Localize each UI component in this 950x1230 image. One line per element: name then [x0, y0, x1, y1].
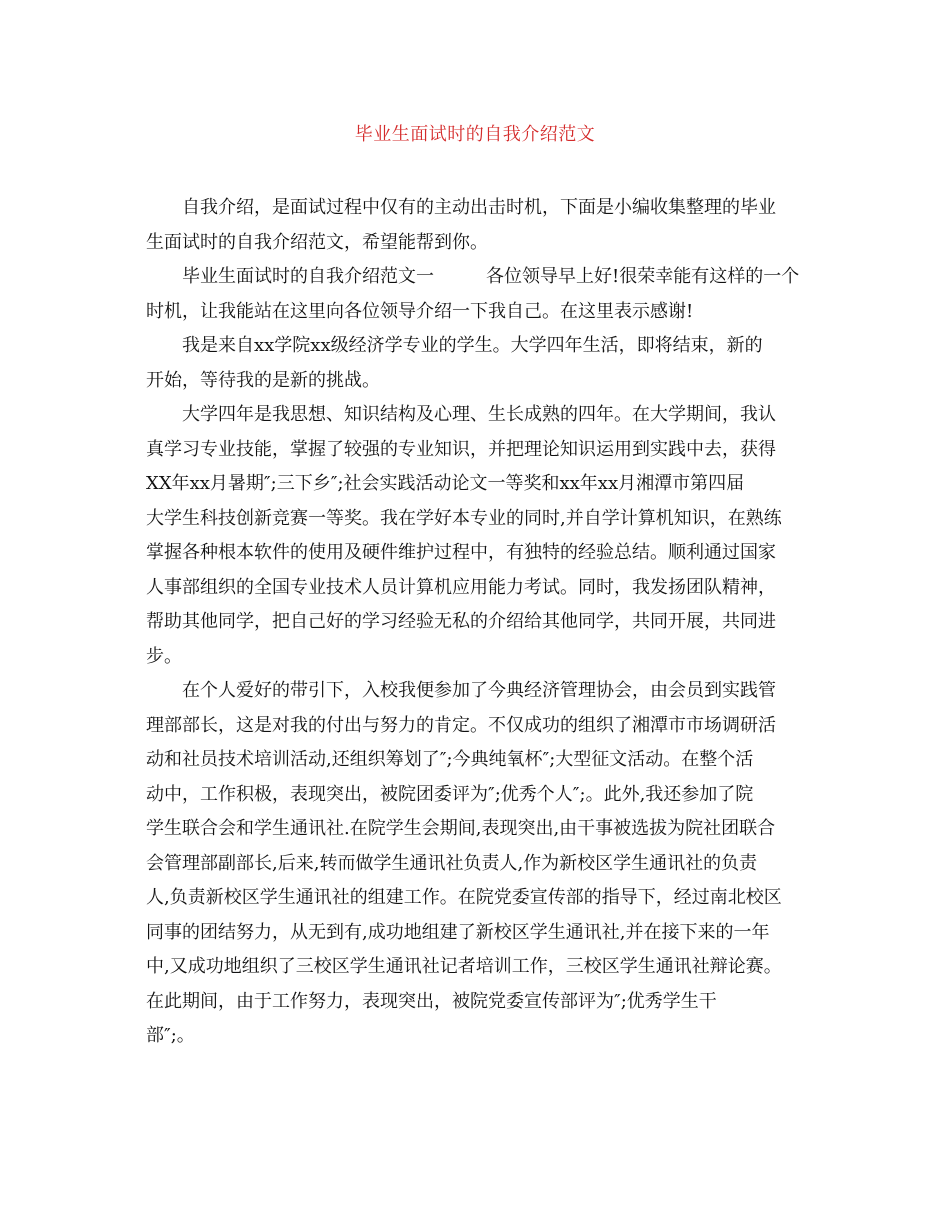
- text-line: 部″;。: [146, 1025, 195, 1046]
- text-line: XX年xx月暑期″;三下乡″;社会实践活动论文一等奖和xx年xx月湘潭市第四届: [146, 473, 745, 494]
- paragraph-intro: [146, 191, 810, 260]
- text-line: 学生联合会和学生通讯社.在院学生会期间,表现突出,由干事被选拔为院社团联合: [146, 818, 776, 839]
- paragraph-origin: [146, 329, 810, 398]
- paragraph-greeting: [146, 260, 810, 329]
- text-line: 帮助其他同学，把自己好的学习经验无私的介绍给其他同学，共同开展，共同进: [146, 611, 776, 632]
- text-line: 步。: [146, 645, 182, 667]
- text-line: 开始，等待我的是新的挑战。: [146, 369, 380, 391]
- text-line: 动和社员技术培训活动,还组织筹划了″;今典纯氧杯″;大型征文活动。在整个活: [146, 749, 754, 770]
- document-title: 毕业生面试时的自我介绍范文: [354, 124, 596, 145]
- text-line: 人,负责新校区学生通讯社的组建工作。在院党委宣传部的指导下，经过南北校区: [146, 887, 782, 908]
- text-line: 同事的团结努力，从无到有,成功地组建了新校区学生通讯社,并在接下来的一年: [146, 921, 770, 943]
- text-line: 时机，让我能站在这里向各位领导介绍一下我自己。在这里表示感谢!: [146, 300, 694, 322]
- text-line: 生面试时的自我介绍范文，希望能帮到你。: [146, 231, 488, 253]
- text-line: 在此期间，由于工作努力，表现突出，被院党委宣传部评为″;优秀学生干: [146, 990, 717, 1012]
- text-line: 自我介绍，是面试过程中仅有的主动出击时机，下面是小编收集整理的毕业: [182, 197, 776, 218]
- text-line: 动中，工作积极，表现突出，被院团委评为″;优秀个人″;。此外,我还参加了院: [146, 783, 754, 805]
- text-line: 大学四年是我思想、知识结构及心理、生长成熟的四年。在大学期间，我认: [182, 404, 776, 425]
- text-line: 会管理部副部长,后来,转而做学生通讯社负责人,作为新校区学生通讯社的负责: [146, 852, 758, 874]
- text-line: 大学生科技创新竞赛一等奖。我在学好本专业的同时,并自学计算机知识，在熟练: [146, 507, 782, 529]
- text-line: 掌握各种根本软件的使用及硬件维护过程中，有独特的经验总结。顺利通过国家: [146, 542, 776, 563]
- document-body: [146, 191, 810, 1054]
- section-lead: 毕业生面试时的自我介绍范文一: [182, 266, 434, 287]
- text-line: 理部部长，这是对我的付出与努力的肯定。不仅成功的组织了湘潭市市场调研活: [146, 714, 776, 736]
- text-line: 在个人爱好的带引下，入校我便参加了今典经济管理协会，由会员到实践管: [182, 680, 776, 701]
- text-line: 人事部组织的全国专业技术人员计算机应用能力考试。同时，我发扬团队精神，: [146, 576, 776, 598]
- text-line: 我是来自xx学院xx级经济学专业的学生。大学四年生活，即将结束，新的: [182, 335, 763, 356]
- text-line: 中,又成功地组织了三校区学生通讯社记者培训工作，三校区学生通讯社辩论赛。: [146, 956, 782, 977]
- paragraph-university: [146, 398, 810, 674]
- text-line: 真学习专业技能，掌握了较强的专业知识，并把理论知识运用到实践中去，获得: [146, 438, 776, 460]
- text-fragment: 各位领导早上好!很荣幸能有这样的一个: [486, 266, 800, 287]
- paragraph-activities: [146, 674, 810, 1054]
- text-line: [146, 260, 810, 295]
